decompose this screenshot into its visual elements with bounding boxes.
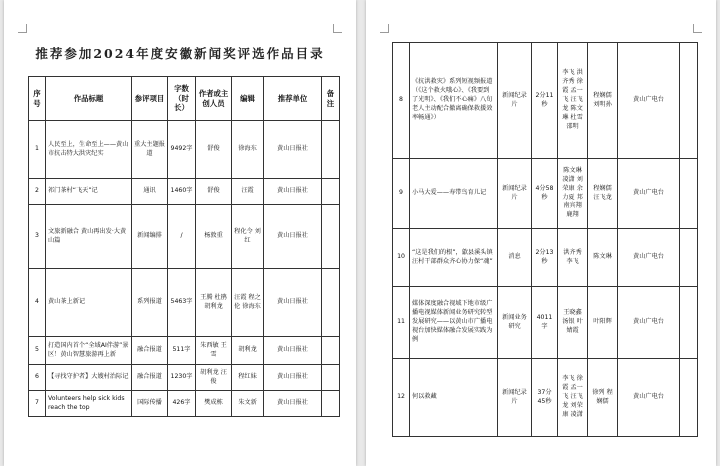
header-work-title: 作品标题 [46, 77, 132, 121]
cell-author: 舒俊 [196, 179, 232, 205]
works-table-left [28, 76, 340, 417]
cell-remark [322, 391, 340, 417]
cell-index: 6 [29, 365, 46, 391]
cell-category: 新闻纪录片 [498, 159, 532, 229]
cell-length: 9492字 [168, 121, 196, 179]
cell-index: 4 [29, 269, 46, 337]
cell-work-title: 【寻找守护者】大嫂村治际记 [46, 365, 132, 391]
table-row [393, 229, 698, 287]
cell-unit: 黄山日报社 [264, 121, 322, 179]
cell-index: 12 [393, 359, 410, 437]
cell-remark [680, 229, 698, 287]
cell-author: 李飞 洪齐秀 徐霞 孟一飞 汪飞龙 陈文琳 杜雪 邵明 [558, 43, 588, 159]
cell-index: 1 [29, 121, 46, 179]
cell-category: 新闻业务研究 [498, 287, 532, 359]
cell-editor: 程红妹 [232, 365, 264, 391]
cell-index: 7 [29, 391, 46, 417]
cell-length: 5463字 [168, 269, 196, 337]
margin-corner-mark [380, 24, 389, 33]
cell-unit: 黄山广电台 [618, 43, 680, 159]
table-row [29, 179, 340, 205]
cell-author: 杨敦重 [196, 205, 232, 269]
table-row [393, 159, 698, 229]
cell-index: 2 [29, 179, 46, 205]
cell-unit: 黄山日报社 [264, 205, 322, 269]
cell-editor: 陈文琳 [588, 229, 618, 287]
header-index: 序号 [29, 77, 46, 121]
cell-unit: 黄山日报社 [264, 337, 322, 365]
cell-work-title: “这是我们的根”，歙县溪头镇汪村干部群众齐心协力保“魂” [410, 229, 498, 287]
cell-index: 3 [29, 205, 46, 269]
cell-author: 李飞 徐霞 孟一飞 汪飞龙 刘荣康 凌潇 [558, 359, 588, 437]
cell-remark [322, 205, 340, 269]
cell-length: 4分58秒 [532, 159, 558, 229]
header-category: 参评项目 [132, 77, 168, 121]
cell-index: 10 [393, 229, 410, 287]
cell-length: 4011字 [532, 287, 558, 359]
cell-work-title: 文旅新融合 黄山再出发·大黄山篇 [46, 205, 132, 269]
cell-work-title: 媒体深度融合视域下地市级广播电视媒体新闻业务研究转型发展研究——以黄山市广播电视台加快媒体融合发展实践为例 [410, 287, 498, 359]
cell-category: 新闻纪录片 [498, 43, 532, 159]
cell-remark [680, 159, 698, 229]
cell-length: 511字 [168, 337, 196, 365]
cell-remark [322, 121, 340, 179]
table-row [29, 205, 340, 269]
cell-editor: 朱文新 [232, 391, 264, 417]
cell-index: 11 [393, 287, 410, 359]
cell-length: 426字 [168, 391, 196, 417]
table-row [393, 43, 698, 159]
cell-remark [680, 287, 698, 359]
cell-length: 2分13秒 [532, 229, 558, 287]
cell-category: 系列报道 [132, 269, 168, 337]
table-row [29, 121, 340, 179]
cell-author: 洪齐秀 李飞 [558, 229, 588, 287]
cell-author: 樊成栋 [196, 391, 232, 417]
cell-work-title: 小马大爱——寿带鸟育儿记 [410, 159, 498, 229]
cell-remark [680, 359, 698, 437]
cell-work-title: 人民至上，生命至上——黄山市抗击特大洪灾纪实 [46, 121, 132, 179]
cell-editor: 汪霞 程之伦 徐海东 [232, 269, 264, 337]
cell-work-title: 黄山茶上新记 [46, 269, 132, 337]
document-page-left [4, 0, 356, 466]
cell-remark [322, 179, 340, 205]
cell-category: 融合报道 [132, 365, 168, 391]
cell-work-title: 祁门茶村“飞天”记 [46, 179, 132, 205]
header-remark: 备注 [322, 77, 340, 121]
cell-unit: 黄山日报社 [264, 365, 322, 391]
cell-work-title: 打造国内首个“全域AI伴游”景区！黄山智慧旅游再上新 [46, 337, 132, 365]
cell-category: 重大主题报道 [132, 121, 168, 179]
cell-remark [322, 337, 340, 365]
cell-editor: 程娴儒 汪飞龙 [588, 159, 618, 229]
cell-length: 2分11秒 [532, 43, 558, 159]
cell-remark [322, 269, 340, 337]
cell-unit: 黄山日报社 [264, 391, 322, 417]
margin-corner-mark [333, 24, 342, 33]
cell-work-title: Volunteers help sick kids reach the top [46, 391, 132, 417]
cell-editor: 胡利龙 [232, 337, 264, 365]
cell-length: 1460字 [168, 179, 196, 205]
table-row [29, 337, 340, 365]
header-length: 字数（时长） [168, 77, 196, 121]
table-row [29, 391, 340, 417]
cell-index: 8 [393, 43, 410, 159]
cell-editor: 程化令 刘 红 [232, 205, 264, 269]
cell-editor: 汪霞 [232, 179, 264, 205]
table-row [29, 269, 340, 337]
table-header-row [29, 77, 340, 121]
table-row [393, 359, 698, 437]
cell-remark [322, 365, 340, 391]
header-editor: 编辑 [232, 77, 264, 121]
margin-corner-mark [18, 24, 27, 33]
cell-editor: 程娴儒 刘明孙 [588, 43, 618, 159]
cell-unit: 黄山日报社 [264, 179, 322, 205]
cell-unit: 黄山广电台 [618, 229, 680, 287]
cell-author: 王腾 杜鹃 胡利龙 [196, 269, 232, 337]
cell-editor: 叶阳辉 [588, 287, 618, 359]
cell-remark [680, 43, 698, 159]
cell-author: 陈文琳 凌潇 刘荣康 余力夏 邦南宾翔 鹿翔 [558, 159, 588, 229]
cell-index: 5 [29, 337, 46, 365]
header-author: 作者或主创人员 [196, 77, 232, 121]
document-title: 推荐参加2024年度安徽新闻奖评选作品目录 [35, 46, 325, 61]
cell-length: 37分45秒 [532, 359, 558, 437]
margin-corner-mark [693, 24, 702, 33]
cell-work-title: 《抗洪救灾》系列短视频报道（《这个救火哦心》、《我要到了光明》、《我们不心痛》八旬老人主动配合撤离确保救援效率畅通》） [410, 43, 498, 159]
header-unit: 推荐单位 [264, 77, 322, 121]
cell-author: 朱西敏 王雪 [196, 337, 232, 365]
cell-length: / [168, 205, 196, 269]
cell-editor: 徐列 程娴儒 [588, 359, 618, 437]
cell-unit: 黄山日报社 [264, 269, 322, 337]
cell-author: 舒俊 [196, 121, 232, 179]
cell-unit: 黄山广电台 [618, 287, 680, 359]
cell-category: 通讯 [132, 179, 168, 205]
cell-category: 消息 [498, 229, 532, 287]
cell-editor: 徐海东 [232, 121, 264, 179]
table-row [393, 287, 698, 359]
cell-work-title: 何以救藏 [410, 359, 498, 437]
cell-author: 王晓鑫 汤银 叶婧霞 [558, 287, 588, 359]
cell-unit: 黄山广电台 [618, 359, 680, 437]
cell-category: 新闻纪录片 [498, 359, 532, 437]
cell-length: 1230字 [168, 365, 196, 391]
cell-category: 国际传播 [132, 391, 168, 417]
cell-unit: 黄山广电台 [618, 159, 680, 229]
cell-author: 胡利龙 汪俊 [196, 365, 232, 391]
table-row [29, 365, 340, 391]
cell-index: 9 [393, 159, 410, 229]
works-table-right [392, 42, 698, 437]
cell-category: 新闻编排 [132, 205, 168, 269]
document-page-right [366, 0, 716, 466]
cell-category: 融合报道 [132, 337, 168, 365]
